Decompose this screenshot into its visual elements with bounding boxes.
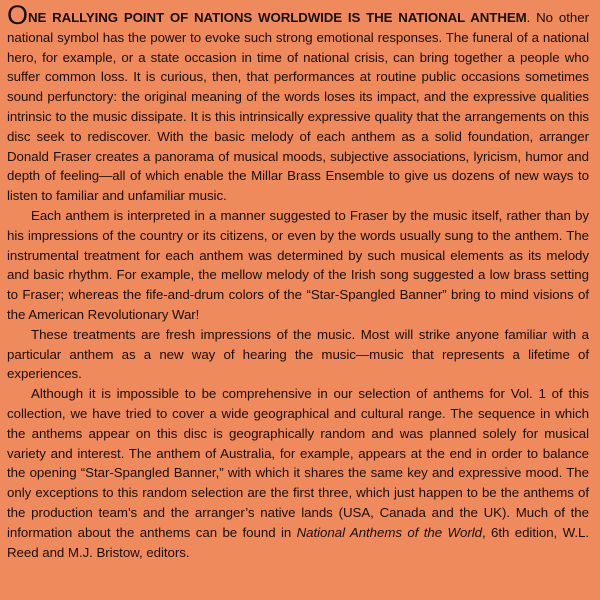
drop-cap: O bbox=[7, 0, 28, 30]
paragraph-1 bbox=[7, 0, 589, 206]
paragraph-2: Each anthem is interpreted in a manner suggested to Fraser by the music itself, rather than by his impressions of the country or its citizens, or even by the words usually sung to the anthem. The instrumental treatment for each anthem was determined by such musical elements as its melody and basic rhythm. For example, the mellow melody of the Irish song suggested a low brass setting to Fraser; whereas the fife-and-drum colors of the “Star-Spangled Banner” bring to mind visions of the American Revolutionary War! bbox=[7, 207, 589, 322]
paragraph-4-tail: , 6th edition, W.L. Reed and M.J. Bristow, editors. bbox=[7, 524, 589, 560]
paragraph-4-body: Although it is impossible to be comprehensive in our selection of anthems for Vol. 1 of this collection, we have tried to cover a wide geographical and cultural range. The sequence in which the anthems appear on this disc is geographically random and was planned solely for musical variety and interest. The anthem of Australia, for example, appears at the end in order to balance the opening “Star-Spangled Banner,” with which it shares the same key and expressive mood. The only exceptions to this random selection are the first three, which just happen to be the anthems of the production team’s and the arranger’s native lands (USA, Canada and the UK). Much of the information about the anthems can be found in bbox=[7, 386, 589, 540]
book-title: National Anthems of the World bbox=[296, 524, 482, 540]
paragraph-3: These treatments are fresh impressions of the music. Most will strike anyone familiar with a particular anthem as a new way of hearing the music—music that represents a lifetime of experiences. bbox=[7, 326, 589, 382]
lead-in-heading: NE RALLYING POINT OF NATIONS WORLDWIDE IS THE NATIONAL ANTHEM bbox=[27, 10, 527, 25]
paragraph-1-body: . No other national symbol has the power to evoke such strong emotional responses. The funeral of a national hero, for example, or a state occasion in time of national crisis, can bring together a people who suffer common loss. It is curious, then, that performances at routine public occasions sometimes sound perfunctory: the original meaning of the words loses its impact, and the expressive qualities intrinsic to the music dissipate. It is this intrinsically expressive quality that the arrangements on this disc seek to rediscover. With the basic melody of each anthem as a solid foundation, arranger Donald Fraser creates a panorama of musical moods, subjective associations, lyricism, humor and depth of feeling—all of which enable the Millar Brass Ensemble to give us dozens of new ways to listen to familiar and unfamiliar music. bbox=[7, 10, 589, 204]
liner-notes-text bbox=[7, 0, 589, 562]
paragraph-4 bbox=[7, 384, 589, 562]
